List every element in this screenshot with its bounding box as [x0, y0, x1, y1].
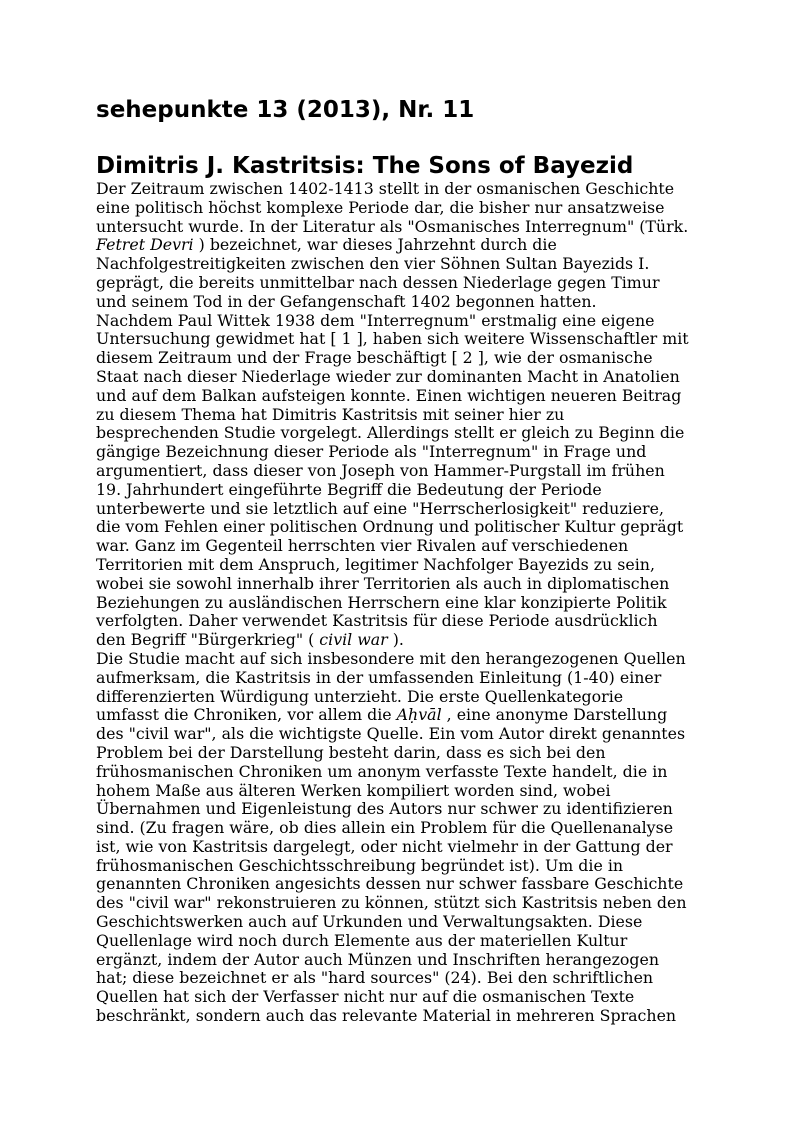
- body-line: Beziehungen zu ausländischen Herrschern eine klar konzipierte Politik: [96, 592, 667, 612]
- body-line: wobei sie sowohl innerhalb ihrer Territorien als auch in diplomatischen: [96, 573, 670, 593]
- body-line: hat; diese bezeichnet er als "hard sources" (24). Bei den schriftlichen: [96, 968, 654, 988]
- body-line: Problem bei der Darstellung besteht darin, dass es sich bei den: [96, 742, 606, 762]
- body-line: untersucht wurde. In der Literatur als "Osmanisches Interregnum" (Türk.: [96, 216, 689, 236]
- italic-term: Fetret Devri: [96, 235, 194, 255]
- body-line: und auf dem Balkan aufsteigen konnte. Einen wichtigen neueren Beitrag: [96, 385, 682, 405]
- body-line: Quellenlage wird noch durch Elemente aus der materiellen Kultur: [96, 930, 628, 950]
- body-line: differenzierten Würdigung unterzieht. Die erste Quellenkategorie: [96, 686, 624, 706]
- body-line: Nachfolgestreitigkeiten zwischen den vier Söhnen Sultan Bayezids I.: [96, 254, 650, 274]
- line-segment: ) bezeichnet, war dieses Jahrzehnt durch die: [193, 235, 557, 255]
- body-line: und seinem Tod in der Gefangenschaft 1402 begonnen hatten.: [96, 291, 597, 311]
- body-line: genannten Chroniken angesichts dessen nur schwer fassbare Geschichte: [96, 874, 684, 894]
- body-line: 19. Jahrhundert eingeführte Begriff die Bedeutung der Periode: [96, 479, 602, 499]
- body-line: Untersuchung gewidmet hat [ 1 ], haben sich weitere Wissenschaftler mit: [96, 329, 689, 349]
- line-segment: umfasst die Chroniken, vor allem die: [96, 705, 397, 725]
- document-page: [96, 96, 706, 1026]
- body-line: Die Studie macht auf sich insbesondere mit den herangezogenen Quellen: [96, 648, 686, 668]
- italic-term: Aḥvāl: [396, 705, 442, 725]
- body-line: Übernahmen und Eigenleistung des Autors nur schwer zu identifizieren: [96, 799, 673, 819]
- body-line: verfolgten. Daher verwendet Kastritsis für diese Periode ausdrücklich: [96, 611, 658, 631]
- line-segment: den Begriff "Bürgerkrieg" (: [96, 630, 320, 650]
- body-line: sind. (Zu fragen wäre, ob dies allein ein Problem für die Quellenanalyse: [96, 818, 674, 838]
- body-line: ergänzt, indem der Autor auch Münzen und Inschriften herangezogen: [96, 949, 660, 969]
- body-line: frühosmanischen Geschichtsschreibung begründet ist). Um die in: [96, 855, 624, 875]
- journal-issue-heading: sehepunkte 13 (2013), Nr. 11: [96, 97, 475, 123]
- body-line: war. Ganz im Gegenteil herrschten vier Rivalen auf verschiedenen: [96, 536, 629, 556]
- body-line: eine politisch höchst komplexe Periode dar, die bisher nur ansatzweise: [96, 197, 665, 217]
- body-line: beschränkt, sondern auch das relevante Material in mehreren Sprachen: [96, 1006, 677, 1026]
- body-line: Territorien mit dem Anspruch, legitimer Nachfolger Bayezids zu sein,: [96, 554, 655, 574]
- body-line: diesem Zeitraum und der Frage beschäftigt [ 2 ], wie der osmanische: [96, 348, 653, 368]
- body-line: Der Zeitraum zwischen 1402-1413 stellt in der osmanischen Geschichte: [96, 179, 675, 198]
- body-line: Nachdem Paul Wittek 1938 dem "Interregnum" erstmalig eine eigene: [96, 310, 655, 330]
- body-line: [96, 706, 706, 725]
- body-line: argumentiert, dass dieser von Joseph von Hammer-Purgstall im frühen: [96, 460, 665, 480]
- body-line: ist, wie von Kastritsis dargelegt, oder nicht vielmehr in der Gattung der: [96, 836, 673, 856]
- review-title: Dimitris J. Kastritsis: The Sons of Bayezid: [96, 153, 634, 179]
- body-line: hohem Maße aus älteren Werken kompiliert worden sind, wobei: [96, 780, 611, 800]
- line-segment: ).: [387, 630, 404, 650]
- body-line: des "civil war", als die wichtigste Quelle. Ein vom Autor direkt genanntes: [96, 724, 686, 744]
- body-line: Geschichtswerken auch auf Urkunden und Verwaltungsakten. Diese: [96, 912, 643, 932]
- body-line: aufmerksam, die Kastritsis in der umfassenden Einleitung (1-40) einer: [96, 667, 662, 687]
- body-line: gängige Bezeichnung dieser Periode als "Interregnum" in Frage und: [96, 442, 647, 462]
- body-line: [96, 236, 706, 255]
- body-line: zu diesem Thema hat Dimitris Kastritsis mit seiner hier zu: [96, 404, 565, 424]
- body-line: Staat nach dieser Niederlage wieder zur dominanten Macht in Anatolien: [96, 366, 680, 386]
- body-line: des "civil war" rekonstruieren zu können, stützt sich Kastritsis neben den: [96, 893, 687, 913]
- body-line: [96, 631, 706, 650]
- body-line: geprägt, die bereits unmittelbar nach dessen Niederlage gegen Timur: [96, 272, 660, 292]
- italic-term: civil war: [319, 630, 388, 650]
- body-line: die vom Fehlen einer politischen Ordnung und politischer Kultur geprägt: [96, 517, 684, 537]
- review-body-text: [96, 180, 706, 1026]
- body-line: unterbewerte und sie letztlich auf eine "Herrscherlosigkeit" reduziere,: [96, 498, 664, 518]
- body-line: besprechenden Studie vorgelegt. Allerdings stellt er gleich zu Beginn die: [96, 423, 685, 443]
- body-line: frühosmanischen Chroniken um anonym verfasste Texte handelt, die in: [96, 761, 668, 781]
- line-segment: , eine anonyme Darstellung: [441, 705, 668, 725]
- body-line: Quellen hat sich der Verfasser nicht nur auf die osmanischen Texte: [96, 987, 635, 1007]
